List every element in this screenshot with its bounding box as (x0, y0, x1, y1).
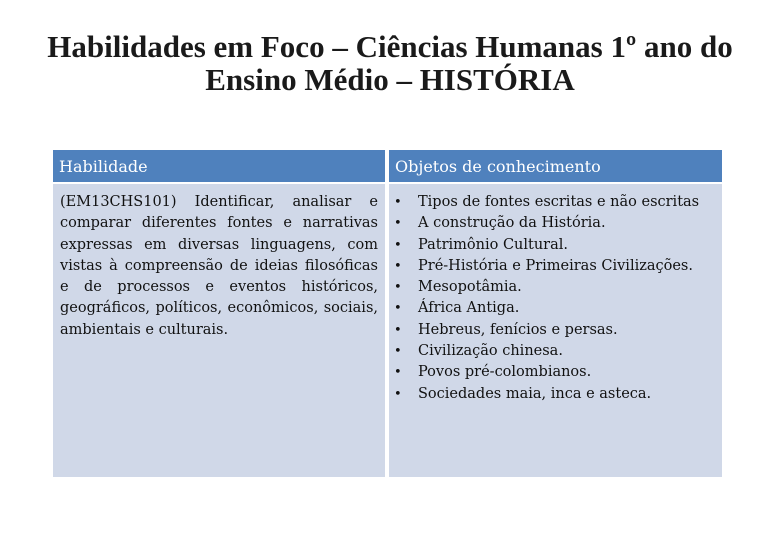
bullet-icon: • (394, 280, 402, 296)
objetos-cell (389, 184, 722, 477)
header-objetos (389, 150, 722, 182)
list-item-label: Mesopotâmia. (418, 279, 522, 296)
objetos-list (389, 192, 699, 405)
list-item (389, 298, 699, 319)
list-item-label: Pré-História e Primeiras Civilizações. (418, 257, 693, 274)
skills-table (53, 150, 722, 477)
list-item (389, 192, 699, 213)
habilidade-text: (EM13CHS101) Identificar, analisar e comparar diferentes fontes e narrativas expressas em diversas linguagens, com vistas à compreensão de ideias filosóficas e de processos e eventos históricos, geográficos, políticos, econômicos, sociais, ambientais e culturais. (60, 194, 378, 338)
bullet-icon: • (394, 365, 402, 381)
habilidade-cell (53, 184, 385, 477)
bullet-icon: • (394, 195, 402, 210)
bullet-icon: • (394, 258, 402, 274)
list-item-label: Tipos de fontes escritas e não escritas (418, 194, 700, 210)
list-item-label: Patrimônio Cultural. (418, 236, 568, 253)
header-habilidade-label: Habilidade (59, 157, 148, 176)
bullet-icon: • (394, 301, 402, 317)
list-item (389, 341, 699, 362)
bullet-icon: • (394, 237, 402, 253)
bullet-icon: • (394, 386, 402, 402)
list-item-label: Civilização chinesa. (418, 343, 563, 360)
list-item (389, 235, 699, 256)
bullet-icon: • (394, 216, 402, 232)
list-item-label: Hebreus, fenícios e persas. (418, 321, 618, 338)
page-title: Habilidades em Foco – Ciências Humanas 1º ano do Ensino Médio – HISTÓRIA (47, 29, 733, 97)
list-item (389, 362, 699, 383)
list-item (389, 213, 699, 234)
list-item-label: Sociedades maia, inca e asteca. (418, 385, 652, 402)
bullet-icon: • (394, 322, 402, 338)
list-item-label: Povos pré-colombianos. (418, 364, 592, 381)
list-item (389, 256, 699, 277)
list-item (389, 384, 699, 405)
list-item (389, 320, 699, 341)
list-item-label: A construção da História. (418, 215, 606, 232)
list-item-label: África Antiga. (418, 300, 520, 317)
bullet-icon: • (394, 344, 402, 360)
list-item (389, 277, 699, 298)
header-objetos-label: Objetos de conhecimento (395, 157, 601, 176)
header-habilidade (53, 150, 385, 182)
